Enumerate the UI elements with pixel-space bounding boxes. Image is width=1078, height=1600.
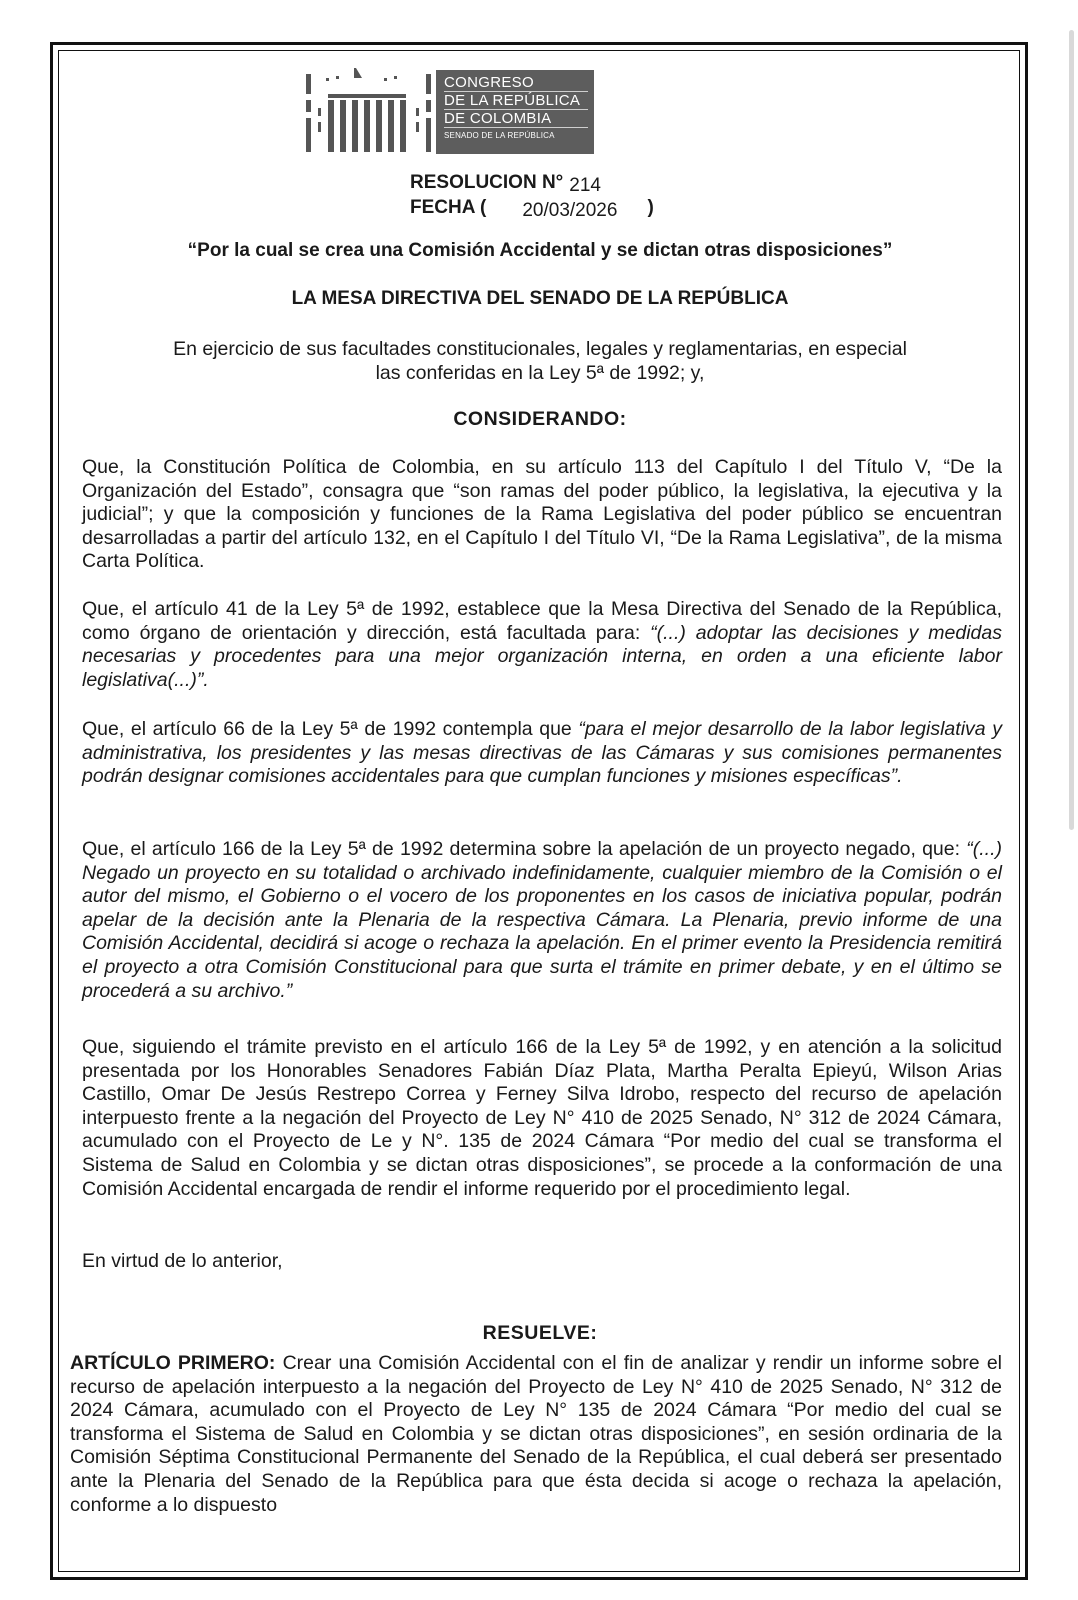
congress-logo [306, 68, 596, 156]
scrollbar[interactable] [1069, 30, 1074, 830]
logo-line: CONGRESO [444, 74, 588, 92]
article-label: ARTÍCULO PRIMERO: [70, 1352, 276, 1374]
paragraph: Que, la Constitución Política de Colombia, en su artículo 113 del Capítulo I del Título V, “De la Organización del Estado”, consagra que “son ramas del poder público, la legislativa, la ejecutiva y la judicial”; y que la composición y funciones de la Rama Legislativa del poder público se encuentran desarrolladas a partir del artículo 132, en el Capítulo I del Título VI, “De la Rama Legislativa”, de la misma Carta Política. [82, 456, 1002, 573]
paragraph [82, 718, 1002, 789]
logo-line: DE COLOMBIA [444, 110, 588, 128]
logo-subtitle: SENADO DE LA REPÚBLICA [444, 131, 555, 140]
paragraph: Que, siguiendo el trámite previsto en el artículo 166 de la Ley 5ª de 1992, y en atención a la solicitud presentada por los Honorables Senadores Fabián Díaz Plata, Martha Peralta Epieyú, Wilson Arias Castillo, Omar De Jesús Restrepo Correa y Ferney Silva Idrobo, respecto del recurso de apelación interpuesto frente a la negación del Proyecto de Ley N° 410 de 2025 Senado, N° 312 de 2024 Cámara, acumulado con el Proyecto de Le y N°. 135 de 2024 Cámara “Por medio del cual se transforma el Sistema de Salud en Colombia y se dictan otras disposiciones”, se procede a la conformación de una Comisión Accidental encargada de rendir el informe requerido por el procedimiento legal. [82, 1036, 1002, 1200]
authority-line: las conferidas en la Ley 5ª de 1992; y, [375, 362, 705, 384]
paragraph-text: Que, el artículo 41 de la Ley 5ª de 1992, establece que la Mesa Directiva del Senado de la República, como órgano de orientación y dirección, está facultada para: [82, 598, 1002, 644]
resolution-label: RESOLUCION N° [410, 172, 564, 193]
article-text: Crear una Comisión Accidental con el fin de analizar y rendir un informe sobre el recurso de apelación interpuesto a la negación del Proyecto de Ley N° 410 de 2025 Senado, N° 312 de 2024 Cámara, acumulado con el Proyecto de Ley N° 135 de 2024 Cámara “Por medio del cual se transforma el Sistema de Salud en Colombia y se dictan otras disposiciones”, en sesión ordinaria de la Comisión Séptima Constitucional Permanente del Senado de la República, el cual deberá ser presentado ante la Plenaria del Senado de la República para que ésta decida si acoge o rechaza la apelación, conforme a lo dispuesto [70, 1352, 1002, 1516]
paragraph-text: Que, el artículo 66 de la Ley 5ª de 1992 contempla que [82, 718, 579, 740]
resolution-number [410, 172, 601, 194]
capitol-icon [306, 68, 432, 156]
quoted-text: “para el mejor desarrollo de la labor legislativa y administrativa, los presidentes y las mesas directivas de las Cámaras y sus comisiones permanentes podrán designar comisiones accidentales para que cumplan funciones y misiones específicas”. [82, 718, 1002, 788]
paragraph: En virtud de lo anterior, [82, 1250, 283, 1272]
quoted-text: “(...) Negado un proyecto en su totalidad o archivado indefinidamente, cualquier miembro de la Comisión o el autor del mismo, el Gobierno o el vocero de los proponentes en los casos de iniciativa popular, podrán apelar de la decisión ante la Plenaria de la respectiva Cámara. La Plenaria, previo informe de una Comisión Accidental, decidirá si acoge o rechaza la apelación. En el primer evento la Presidencia remitirá el proyecto a otra Comisión Constitucional para que surta el trámite en primer debate, y en el último se procederá a su archivo.” [82, 838, 1002, 1002]
paragraph [82, 598, 1002, 692]
date-close: ) [647, 197, 654, 218]
paragraph [82, 838, 1002, 1003]
authority-statement [60, 337, 1020, 385]
document-title: “Por la cual se crea una Comisión Accidental y se dictan otras disposiciones” [187, 240, 893, 261]
congress-wordmark [436, 70, 594, 154]
logo-line: DE LA REPÚBLICA [444, 92, 588, 110]
issuer-heading: LA MESA DIRECTIVA DEL SENADO DE LA REPÚBLICA [291, 288, 789, 309]
authority-line: En ejercicio de sus facultades constitucionales, legales y reglamentarias, en especial [173, 338, 907, 360]
date-label: FECHA ( [410, 197, 487, 218]
article-first [70, 1352, 1002, 1517]
paragraph-text: Que, el artículo 166 de la Ley 5ª de 1992 determina sobre la apelación de un proyecto negado, que: [82, 838, 967, 860]
resolution-value: 214 [569, 175, 601, 196]
resolution-date [410, 197, 654, 219]
resuelve-heading: RESUELVE: [482, 1322, 598, 1344]
quoted-text: “(...) adoptar las decisiones y medidas necesarias y procedentes para una mejor organización interna, en orden a una eficiente labor legislativa(...)”. [82, 621, 1002, 691]
considerando-heading: CONSIDERANDO: [453, 408, 627, 430]
date-value: 20/03/2026 [522, 200, 618, 221]
